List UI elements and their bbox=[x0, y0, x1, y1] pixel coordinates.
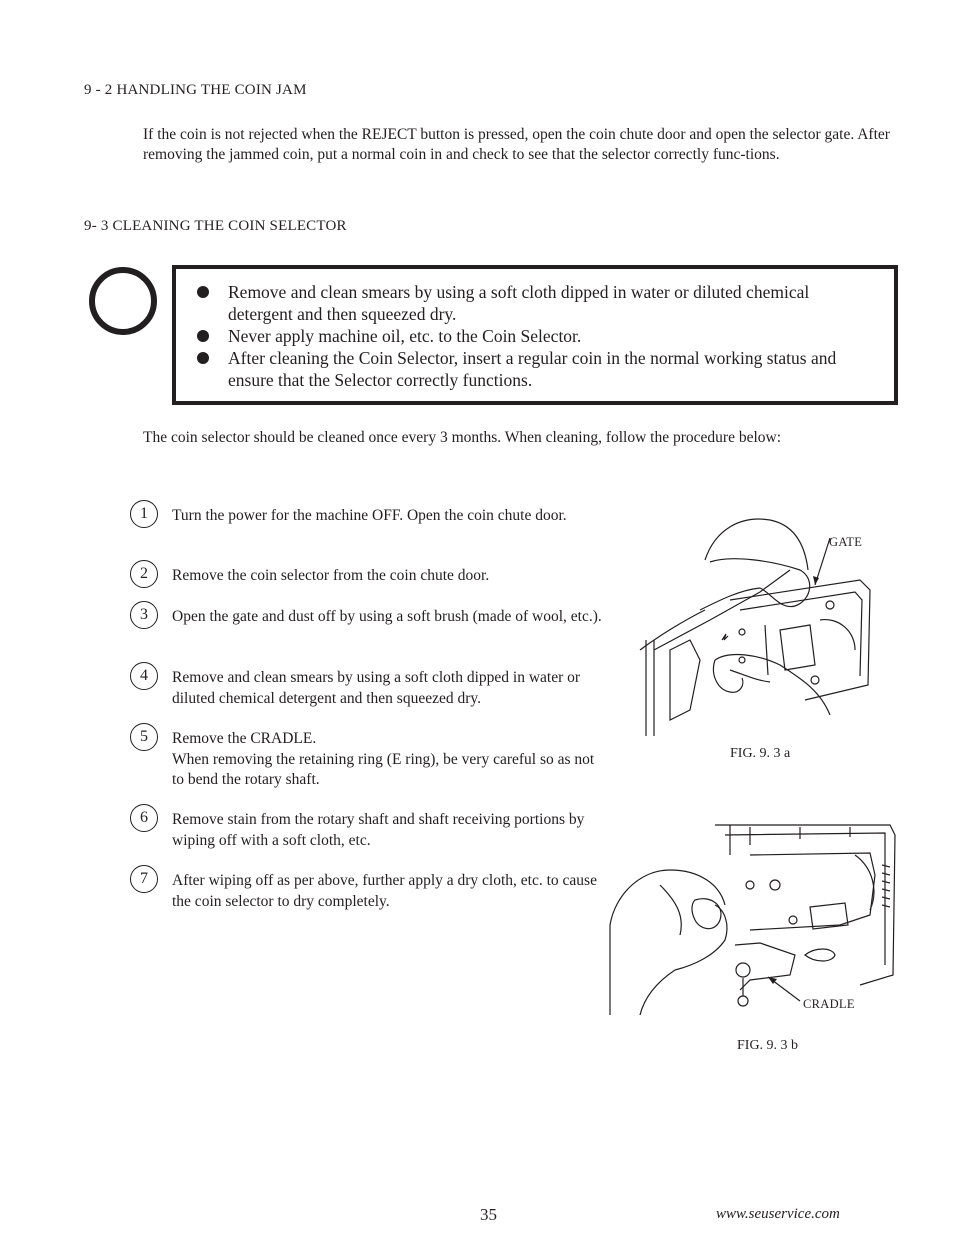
step-number: 6 bbox=[130, 804, 158, 832]
intro-text: The coin selector should be cleaned once every 3 months. When cleaning, follow the procedure below: bbox=[143, 429, 782, 446]
figure-9-3b-illustration bbox=[600, 815, 900, 1020]
step-number: 3 bbox=[130, 601, 158, 629]
section-9-2-title: 9 - 2 HANDLING THE COIN JAM bbox=[84, 82, 307, 98]
page-number: 35 bbox=[480, 1205, 497, 1224]
figure-9-3a-gate-label: GATE bbox=[829, 535, 863, 549]
notice-item: After cleaning the Coin Selector, insert a regular coin in the normal working status and ensure that the Selector correctly functions. bbox=[196, 347, 856, 391]
figure-9-3a-caption: FIG. 9. 3 a bbox=[730, 746, 791, 761]
step-text: Turn the power for the machine OFF. Open the coin chute door. bbox=[172, 507, 567, 524]
step-text: Remove the coin selector from the coin chute door. bbox=[172, 567, 490, 584]
step-number: 5 bbox=[130, 723, 158, 751]
step-text: Remove the CRADLE. When removing the retaining ring (E ring), be very careful so as not to bend the rotary shaft. bbox=[172, 730, 595, 788]
step-text: Open the gate and dust off by using a soft brush (made of wool, etc.). bbox=[172, 608, 602, 625]
step-number: 7 bbox=[130, 865, 158, 893]
step-text: Remove and clean smears by using a soft cloth dipped in water or diluted chemical detergent and then squeezed dry. bbox=[172, 669, 581, 707]
figure-9-3b-cradle-label: CRADLE bbox=[803, 997, 855, 1011]
figure-9-3b-caption: FIG. 9. 3 b bbox=[737, 1038, 799, 1053]
bullet-icon bbox=[197, 286, 209, 298]
step-number: 1 bbox=[130, 500, 158, 528]
section-9-3-title: 9- 3 CLEANING THE COIN SELECTOR bbox=[84, 218, 347, 234]
step-number: 4 bbox=[130, 662, 158, 690]
step-number: 2 bbox=[130, 560, 158, 588]
website-link: www.seuservice.com bbox=[716, 1206, 840, 1222]
notice-item: Never apply machine oil, etc. to the Coin Selector. bbox=[196, 325, 856, 347]
step-text: After wiping off as per above, further apply a dry cloth, etc. to cause the coin selector to dry completely. bbox=[172, 872, 597, 910]
caution-ring-icon bbox=[89, 267, 157, 335]
step-text: Remove stain from the rotary shaft and shaft receiving portions by wiping off with a soft cloth, etc. bbox=[172, 811, 585, 849]
bullet-icon bbox=[197, 352, 209, 364]
bullet-icon bbox=[197, 330, 209, 342]
notice-box bbox=[172, 265, 898, 405]
notice-item: Remove and clean smears by using a soft cloth dipped in water or diluted chemical detergent and then squeezed dry. bbox=[196, 281, 856, 325]
section-9-2-body: If the coin is not rejected when the REJECT button is pressed, open the coin chute door and open the selector gate. After removing the jammed coin, put a normal coin in and check to see that the selector correctly func-tions. bbox=[143, 126, 890, 163]
notice-list bbox=[196, 281, 856, 391]
